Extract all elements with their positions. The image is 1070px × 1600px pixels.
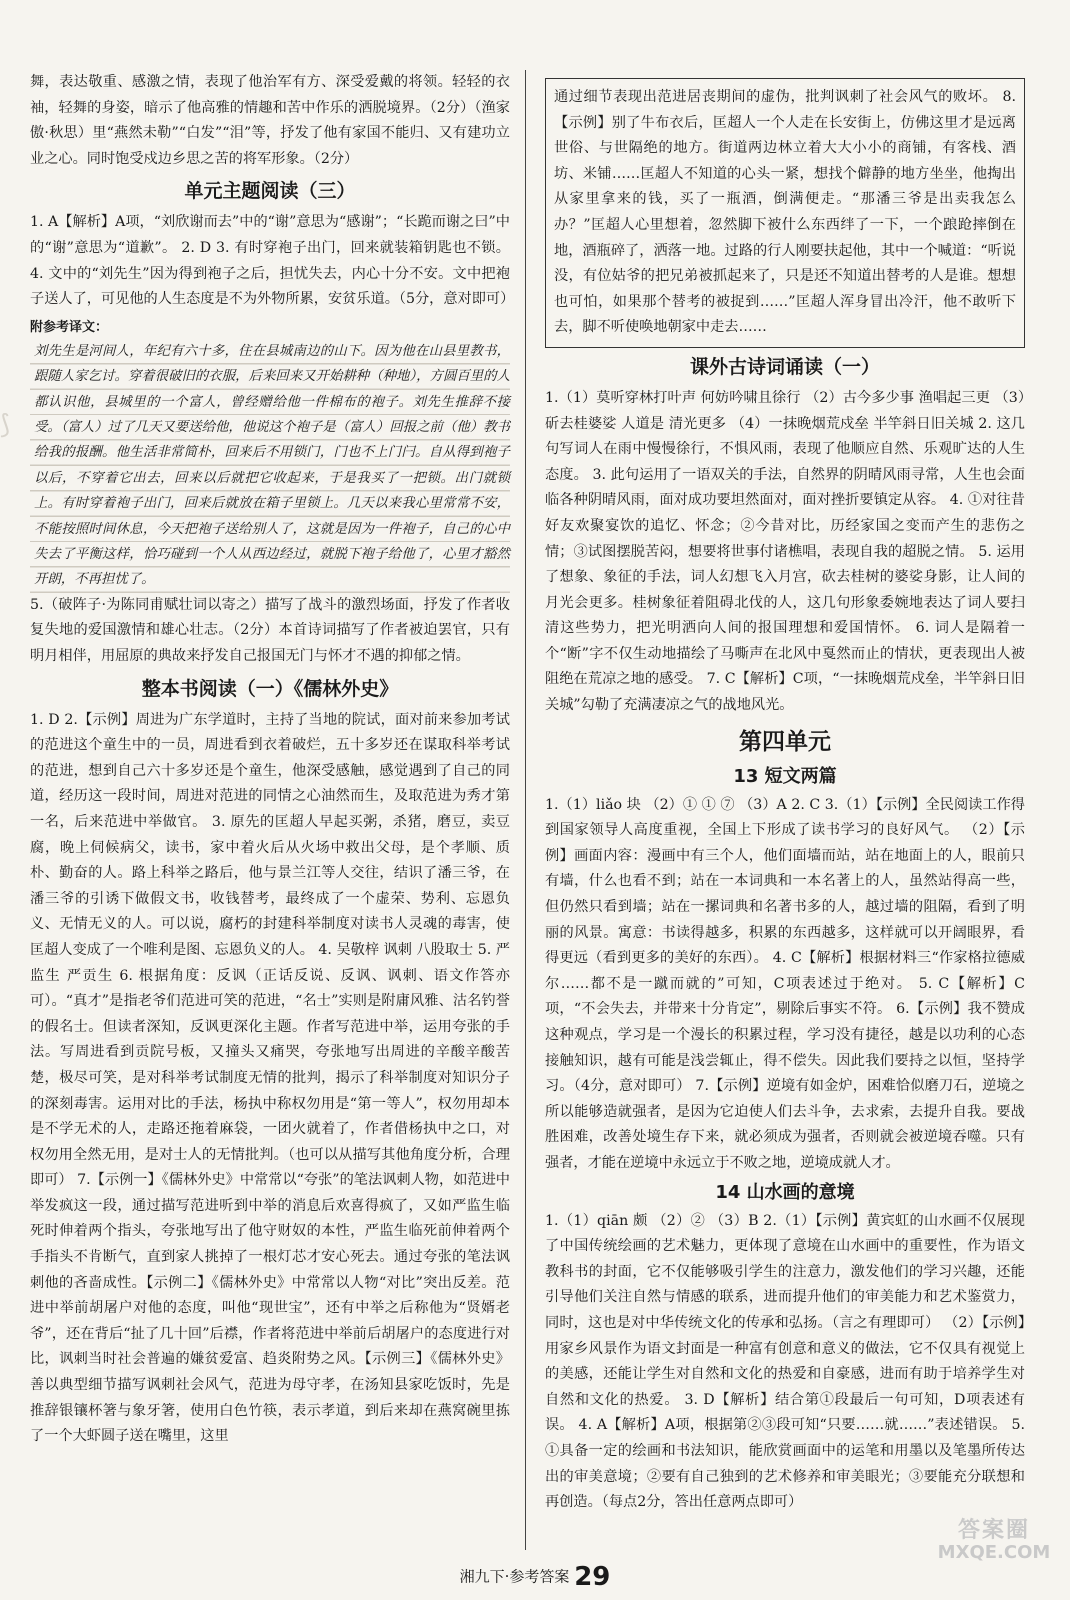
left-intro: 舞，表达敬重、感激之情，表现了他治军有方、深受爱戴的将领。轻轻的衣袖，轻舞的身姿，暗示了他高雅的情趣和苦中作乐的洒脱境界。（2分）（渔家傲·秋思）里“燕然未勒”“白发”“泪”等，抒发了他有家国不能归、又有建功立业之心。同时饱受戍边乡思之苦的将军形象。（2分） [30,74,510,167]
section-unit-reading-text: 1. A【解析】A项，“刘欣谢而去”中的“谢”意思为“感谢”；“长跪而谢之曰”中的“谢”意思为“道歉”。 2. D 3. 有时穿袍子出门，回来就装箱钥匙也不锁。 4. 文中的“刘先生”因为得到袍子之后，担忧失去，内心十分不安。文中把袍子送人了，可见他的人生态度是不为外物所累，安贫乐道。（5分，意对即可） [30,214,515,308]
translation-label: 附参考译文： [30,319,109,335]
item-5-text: 5.（破阵子·为陈同甫赋壮词以寄之）描写了战斗的激烈场面，抒发了作者收复失地的爱国激情和雄心壮志。（2分）本首诗词描写了作者被迫罢官，只有明月相伴，用屈原的典故来抒发自己报国无门与怀才不遇的抑郁之情。 [30,596,510,664]
left-column [30,70,515,1450]
section-title-unit-reading: 单元主题阅读（三） [184,180,356,203]
margin-mark: ⟆ [0,410,11,440]
right-column [545,76,1025,1516]
watermark-line-2: MXQE.COM [937,1542,1051,1563]
section-whole-book-text: 1. D 2.【示例】周进为广东学道时，主持了当地的院试，面对前来参加考试的范进这个童生中的一员，周进看到衣着破烂，五十多岁还在谋取科举考试的范进，想到自己六十多岁还是个童生，他深受感触，感觉遇到了自己的同道，经历这一段时间，周进对范进的同情之心油然而生，及取范进为秀才第一名，后来范进中举做官。 3. 原先的匡超人早起买粥，杀猪，磨豆，卖豆腐，晚上伺候病父，读书，家中着火后从火场中救出父母，是个孝顺、质朴、勤奋的人。路上科举之路后，他与景兰江等人交往，结识了潘三爷，在潘三爷的引诱下做假文书，收钱替考，最终成了一个虚荣、势利、忘恩负义、无情无义的人。可以说，腐朽的封建科举制度对读书人灵魂的毒害，使匡超人变成了一个唯利是图、忘恩负义的人。 4. 吴敬梓 讽刺 八股取士 5. 严监生 严贡生 6. 根据角度：反讽（正话反说、反讽、讽刺、语文作答亦可）。“真才”是指老爷们范进可笑的范进，“名士”实则是附庸风雅、沽名钓誉的假名士。但读者深知，反讽更深化主题。作者写范进中举，运用夸张的手法。写周进看到贡院号板，又撞头又痛哭，夸张地写出周进的辛酸辛酸苦楚，极尽可笑，是对科举考试制度无情的批判，揭示了科举制度对知识分子的深刻毒害。运用对比的手法，杨执中称权勿用是“第一等人”，权勿用却本是不学无术的人，走路还拖着麻袋，一团火就着了，作者借杨执中之口，对权勿用全然无用，是对士人的无情批判。（也可以从描写其他角度分析，合理即可） 7.【示例一】《儒林外史》中常常以“夸张”的笔法讽刺人物，如范进中举发疯这一段，通过描写范进听到中举的消息后欢喜得疯了，又如严监生临死时伸着两个指头，夸张地写出了他守财奴的本性，严监生临死前伸着两个手指头不肯断气，直到家人挑掉了一根灯芯才安心死去。通过夸张的笔法讽刺他的吝啬成性。【示例二】《儒林外史》中常常以人物“对比”突出反差。范进中举前胡屠户对他的态度，叫他“现世宝”，还有中举之后称他为“贤婿老爷”，还在背后“扯了几十回”后襟，作者将范进中举前后胡屠户的态度进行对比，讽刺当时社会普遍的嫌贫爱富、趋炎附势之风。【示例三】《儒林外史》善以典型细节描写讽刺社会风气，范进为母守孝，在汤知县家吃饭时，先是推辞银镶杯箸与象牙箸，使用白色竹筷，表示孝道，到后来却在燕窝碗里拣了一个大虾圆子送在嘴里，这里 [30,711,510,1445]
page-footer [0,1562,1070,1592]
lesson-13-title: 13 短文两篇 [733,765,837,787]
column-divider [525,70,526,1550]
footer-label: 湘九下·参考答案 [459,1567,570,1586]
lesson-13-text: 1.（1）liǎo 块 （2）① ① ⑦ （3）A 2. C 3.（1）【示例】全民阅读工作得到国家领导人高度重视，全国上下形成了读书学习的良好风气。 （2）【示例】画面内容：漫画中有三个人，他们面墙而站，站在地面上的人，眼前只有墙，什么也看不到；站在一本词典和一本名著上的人，虽然站得高一些，但仍然只看到墙；站在一摞词典和名著书多的人，越过墙的阻隔，看到了明丽的风景。寓意：书读得越多，积累的东西越多，这样就可以开阔眼界，看得更远（看到更多的美好的东西）。 4. C【解析】根据材料三“作家格拉德威尔……都不是一蹴而就的”可知，C项表述过于绝对。 5. C【解析】C项，“不会失去，并带来十分肯定”，剔除后事实不符。 6.【示例】我不赞成这种观点，学习是一个漫长的积累过程，学习没有捷径，越是以功利的心态接触知识，越有可能是浅尝辄止，得不偿失。因此我们要持之以恒，坚持学习。（4分，意对即可） 7.【示例】逆境有如金炉，困难恰似磨刀石，逆境之所以能够造就强者，是因为它迫使人们去斗争，去求索，去提升自我。要战胜困难，改善处境生存下来，就必须成为强者，否则就会被逆境吞噬。只有强者，才能在逆境中永远立于不败之地，逆境成就人才。 [545,796,1025,1171]
section-ancient-poems-text: 1.（1）莫听穿林打叶声 何妨吟啸且徐行 （2）古今多少事 渔唱起三更 （3）斫去桂婆娑 人道是 清光更多 （4）一抹晚烟荒戍垒 半竿斜日旧关城 2. 这几句写词人在雨中慢慢徐行，不惧风雨，表现了他顺应自然、乐观旷达的人生态度。 3. 此句运用了一语双关的手法，自然界的阴晴风雨寻常，人生也会面临各种阴晴风雨，面对成功要坦然面对，面对挫折要镇定从容。 4. ①对往昔好友欢聚宴饮的追忆、怀念；②今昔对比，历经家国之变而产生的悲伤之情；③试图摆脱苦闷，想要将世事付诸樵唱，表现自我的超脱之情。 5. 运用了想象、象征的手法，词人幻想飞入月宫，砍去桂树的婆娑身影，让人间的月光会更多。桂树象征着阻碍北伐的人，这几句形象委婉地表达了词人要扫清这些势力，把光明洒向人间的报国理想和爱国情怀。 6. 词人是隔着一个“断”字不仅生动地描绘了马嘶声在北风中戛然而止的情状，更表现出人被阻绝在荒凉之地的感受。 7. C【解析】C项，“一抹晚烟荒戍垒，半竿斜日旧关城”勾勒了充满凄凉之气的战地风光。 [545,389,1025,714]
watermark-line-1: 答案圈 [957,1518,1030,1543]
translation-handwritten: 刘先生是河间人，年纪有六十多，住在县城南边的山下。因为他在山县里教书，跟随人家乞讨。穿着很破旧的衣服，后来回来又开始耕种（种地），方圆百里的人都认识他，县城里的一个富人，曾经赠给他一件棉布的袍子。刘先生推辞不接受。（富人）过了几天又要送给他，他说这个袍子是（富人）回报之前（他）教书给我的报酬。他生活非常简朴，回来后不用锁门，门也不上门闩。自从得到袍子以后，不穿着它出去，回来以后就把它收起来，于是我买了一把锁。出门就锁上。有时穿着袍子出门，回来后就放在箱子里锁上。几天以来我心里常常不安，不能按照时间休息，今天把袍子送给别人了，这就是因为一件袍子，自己的心中失去了平衡这样，恰巧碰到一个人从西边经过，就脱下袍子给他了，心里才豁然开朗，不再担忧了。 [30,339,510,593]
section-title-whole-book: 整本书阅读（一）《儒林外史》 [141,677,399,700]
continued-answer-box [545,78,1025,348]
lesson-14-title: 14 山水画的意境 [715,1181,855,1203]
watermark-logo [930,1520,1058,1564]
unit-four-title: 第四单元 [739,728,831,755]
lesson-14-text: 1.（1）qiān 颇 （2）② （3）B 2.（1）【示例】黄宾虹的山水画不仅展现了中国传统绘画的艺术魅力，更体现了意境在山水画中的重要性，作为语文教科书的封面，它不仅能够吸引学生的注意力，激发他们的学习兴趣，还能引导他们关注自然与情感的联系，进而提升他们的审美能力和艺术鉴赏力，同时，这也是对中华传统文化的传承和弘扬。（言之有理即可） （2）【示例】用家乡风景作为语文封面是一种富有创意和意义的做法，它不仅具有视觉上的美感，还能让学生对自然和文化的热爱和自豪感，进而有助于培养学生对自然和文化的热爱。 3. D【解析】结合第①段最后一句可知，D项表述有误。 4. A【解析】A项，根据第②③段可知“只要……就……”表述错误。 5. ①具备一定的绘画和书法知识，能欣赏画面中的运笔和用墨以及笔墨所传达出的审美意境；②要有自己独到的艺术修养和审美眼光；③要能充分联想和再创造。（每点2分，答出任意两点即可） [545,1212,1025,1511]
page-number: 29 [574,1562,611,1592]
right-intro: 通过细节表现出范进居丧期间的虚伪，批判讽刺了社会风气的败坏。 8.【示例】别了牛布衣后，匡超人一个人走在长安街上，仿佛这里才是远离世俗、与世隔绝的地方。街道两边林立着大大小小的商铺，有客栈、酒坊、米铺……匡超人不知道的心头一紧，想找个僻静的地方坐坐，他掏出从家里拿来的钱，买了一瓶酒，倒满便走。“那潘三爷是出卖我怎么办？”匡超人心里想着，忽然脚下被什么东西绊了一下，一个踉跄摔倒在地，酒瓶碎了，洒落一地。过路的行人刚要扶起他，其中一个喊道：“听说没，有位姑爷的把兄弟被抓起来了，只是还不知道出替考的人是谁。想想也可怕，如果那个替考的被捉到……”匡超人浑身冒出冷汗，他不敢听下去，脚不听使唤地朝家中走去…… [554,89,1016,336]
section-title-ancient-poems: 课外古诗词诵读（一） [689,355,880,378]
